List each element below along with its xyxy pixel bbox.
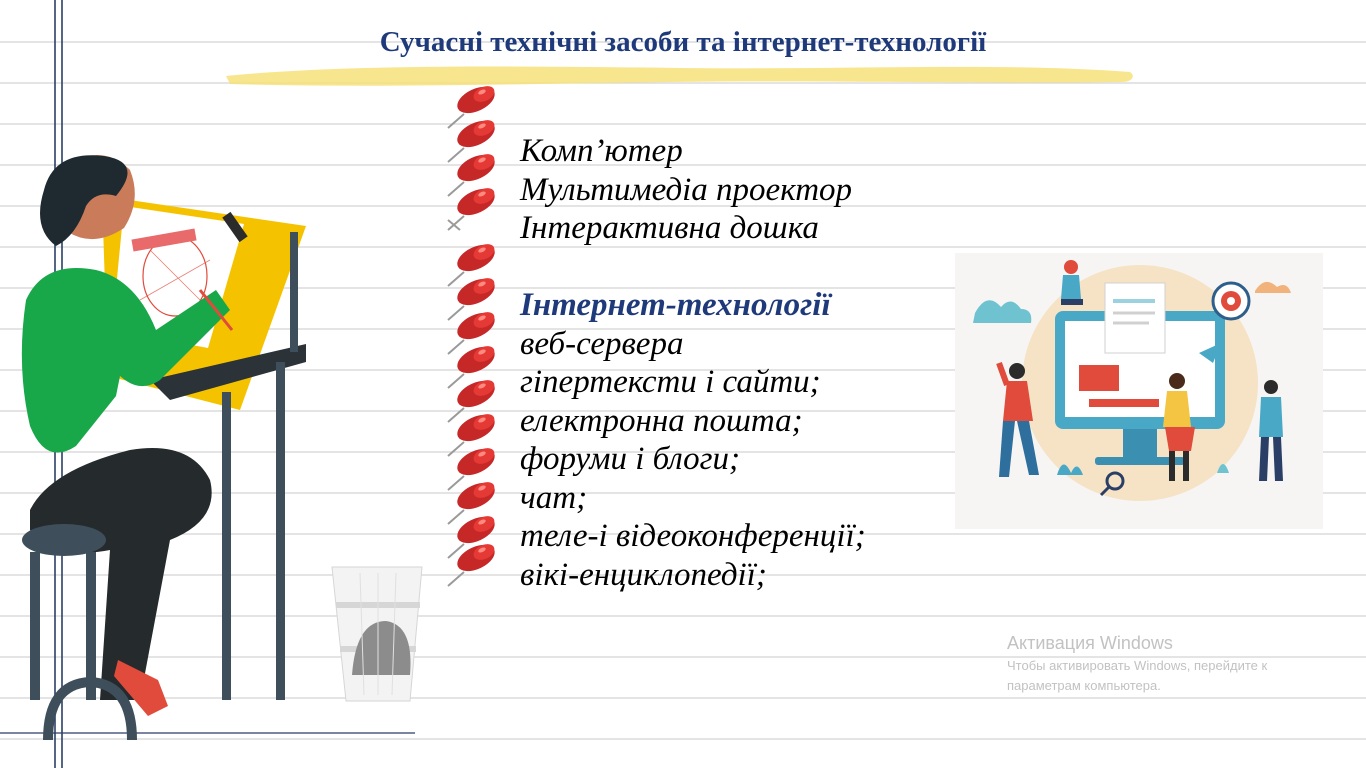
wastebasket-illustration <box>330 565 426 705</box>
list-spacer <box>520 248 866 287</box>
watermark-title: Активация Windows <box>1007 633 1173 653</box>
list-item: гіпертексти і сайти; <box>520 364 821 400</box>
monitor-people-image <box>955 253 1323 529</box>
windows-activation-watermark <box>1007 632 1267 696</box>
list-item: теле-і відеоконференції; <box>520 518 866 554</box>
list-item: Мультимедіа проектор <box>520 171 853 208</box>
target-icon <box>1213 283 1249 319</box>
watermark-line: Чтобы активировать Windows, перейдите к <box>1007 658 1268 673</box>
list-item: електронна пошта; <box>520 402 803 439</box>
title-highlight <box>222 58 1138 94</box>
list-item: веб-сервера <box>520 325 684 362</box>
list-item: чат; <box>520 479 588 516</box>
internet-illustration <box>955 253 1323 529</box>
list-item: Комп’ютер <box>520 133 683 169</box>
pushpin-chain <box>440 80 510 590</box>
slide-title: Сучасні технічні засоби та інтернет-технології <box>379 26 987 58</box>
pushpin-icon <box>448 540 499 586</box>
list-item: Інтерактивна дошка <box>520 210 819 246</box>
watermark-line: параметрам компьютера. <box>1007 678 1161 693</box>
designer-illustration <box>0 0 320 740</box>
content-list <box>520 132 866 594</box>
list-item: форуми і блоги; <box>520 441 741 477</box>
list-item: вікі-енциклопедії; <box>520 556 767 593</box>
person-right <box>1259 380 1283 481</box>
internet-heading: Інтернет-технології <box>520 287 831 323</box>
